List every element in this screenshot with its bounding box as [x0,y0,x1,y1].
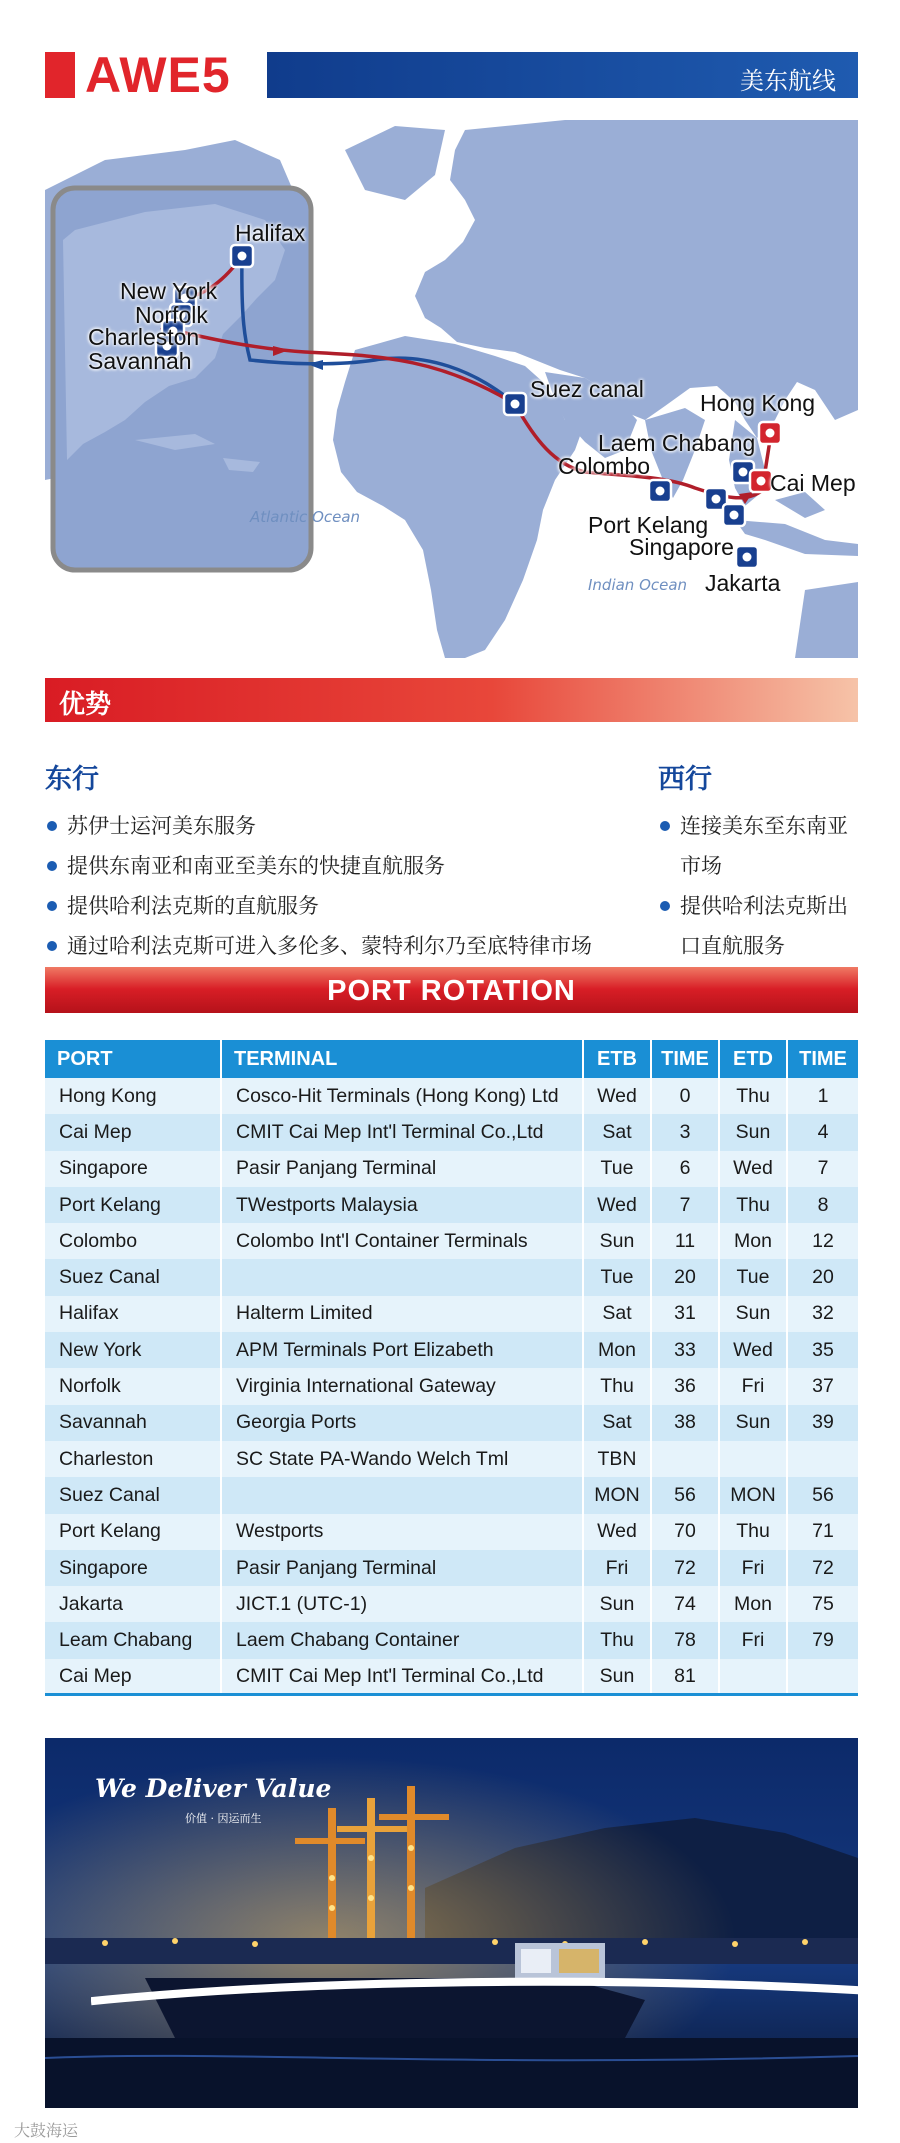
cell-etd: Wed [719,1151,787,1187]
port-rotation-band [45,967,858,1013]
list-item: 苏伊士运河美东服务 [45,806,645,846]
cell-terminal: Virginia International Gateway [221,1368,583,1404]
cell-port: Cai Mep [45,1114,221,1150]
cell-etb: Tue [583,1259,651,1295]
cell-etb-time: 38 [651,1405,719,1441]
cell-etb-time: 72 [651,1550,719,1586]
land-australia [795,582,858,658]
cell-port: Singapore [45,1550,221,1586]
table-row [45,1223,858,1259]
list-item: 连接美东至东南亚市场 [658,806,868,886]
cell-etd-time: 20 [787,1259,858,1295]
cell-etd: Fri [719,1368,787,1404]
service-subtitle: 美东航线 [740,67,836,95]
cell-port: Charleston [45,1441,221,1477]
cell-etb: Wed [583,1187,651,1223]
slogan-swoosh [91,1804,858,2108]
eastbound-list [45,806,645,966]
map-label-cai-mep: Cai Mep [770,470,856,496]
cell-terminal: SC State PA-Wando Welch Tml [221,1441,583,1477]
westbound-column [658,757,868,966]
list-item: 提供东南亚和南亚至美东的快捷直航服务 [45,846,645,886]
cell-etb-time: 74 [651,1586,719,1622]
cell-etb-time: 6 [651,1151,719,1187]
list-item: 提供哈利法克斯出口直航服务 [658,886,868,966]
table-row [45,1151,858,1187]
cell-port: Norfolk [45,1368,221,1404]
table-row [45,1259,858,1295]
map-label-indian: Indian Ocean [588,576,688,594]
cell-etb-time: 36 [651,1368,719,1404]
cell-etd [719,1441,787,1477]
cell-terminal: Halterm Limited [221,1296,583,1332]
port-rotation-table [45,1040,858,1695]
map-label-savannah: Savannah [88,348,192,374]
cell-etd-time: 56 [787,1477,858,1513]
col-header-etd: ETD [719,1040,787,1078]
cell-terminal: Pasir Panjang Terminal [221,1550,583,1586]
table-row [45,1368,858,1404]
map-label-port-kelang: Port Kelang [588,512,709,538]
cell-etb-time: 78 [651,1622,719,1658]
cell-etd-time: 39 [787,1405,858,1441]
cell-etd-time: 79 [787,1622,858,1658]
cell-etd-time: 75 [787,1586,858,1622]
cell-etd-time: 7 [787,1151,858,1187]
cell-etd-time: 12 [787,1223,858,1259]
route-map [45,120,858,658]
cell-etb-time: 7 [651,1187,719,1223]
pin-singapore-icon [723,504,745,526]
cell-etd-time: 72 [787,1550,858,1586]
cell-port: Hong Kong [45,1078,221,1114]
cell-etd: Mon [719,1586,787,1622]
cell-etb: Sat [583,1405,651,1441]
slogan: We Deliver Value [95,1774,332,1803]
cell-etd: Thu [719,1514,787,1550]
cell-etb-time: 3 [651,1114,719,1150]
port-rotation-title: PORT ROTATION [327,975,576,1007]
cell-etb-time [651,1441,719,1477]
cell-terminal: JICT.1 (UTC-1) [221,1586,583,1622]
table-row [45,1296,858,1332]
cell-port: Savannah [45,1405,221,1441]
cell-etb-time: 20 [651,1259,719,1295]
cell-etd-time [787,1659,858,1695]
cell-terminal: TWestports Malaysia [221,1187,583,1223]
land-greenland [345,126,445,200]
cell-terminal [221,1259,583,1295]
map-label-charleston: Charleston [88,324,200,350]
cell-etb: TBN [583,1441,651,1477]
cell-etb-time: 56 [651,1477,719,1513]
table-row [45,1405,858,1441]
col-header-port: PORT [45,1040,221,1078]
table-row [45,1659,858,1695]
cell-port: Halifax [45,1296,221,1332]
cell-etb-time: 0 [651,1078,719,1114]
cell-etd-time [787,1441,858,1477]
cell-etd: Wed [719,1332,787,1368]
map-label-hong-kong: Hong Kong [700,390,816,416]
cell-etb-time: 33 [651,1332,719,1368]
cell-etd-time: 37 [787,1368,858,1404]
cell-terminal: Pasir Panjang Terminal [221,1151,583,1187]
cell-terminal [221,1477,583,1513]
col-header-terminal: TERMINAL [221,1040,583,1078]
cell-etb-time: 81 [651,1659,719,1695]
map-label-laem-chabang: Laem Chabang [598,430,756,456]
map-label-halifax: Halifax [235,220,306,246]
cell-terminal: Colombo Int'l Container Terminals [221,1223,583,1259]
cell-terminal: Georgia Ports [221,1405,583,1441]
cell-port: Suez Canal [45,1259,221,1295]
table-row [45,1514,858,1550]
cell-terminal: Cosco-Hit Terminals (Hong Kong) Ltd [221,1078,583,1114]
cell-terminal: Laem Chabang Container [221,1622,583,1658]
col-header-etb: ETB [583,1040,651,1078]
cell-etb: Mon [583,1332,651,1368]
cell-etd-time: 32 [787,1296,858,1332]
eastbound-column [45,757,645,966]
list-item: 提供哈利法克斯的直航服务 [45,886,645,926]
map-label-colombo: Colombo [558,453,651,479]
map-label-norfolk: Norfolk [135,302,208,328]
cell-etb: Sat [583,1114,651,1150]
cell-etb: Sun [583,1659,651,1695]
cell-terminal: CMIT Cai Mep Int'l Terminal Co.,Ltd [221,1659,583,1695]
table-row [45,1332,858,1368]
table-row [45,1586,858,1622]
cell-etb: Thu [583,1368,651,1404]
page-header [45,47,858,103]
pin-cai-mep-icon [750,470,772,492]
cell-etd: Sun [719,1296,787,1332]
table-row [45,1078,858,1114]
map-label-suez: Suez canal [530,376,644,402]
table-row [45,1477,858,1513]
cell-port: Suez Canal [45,1477,221,1513]
map-label-new-york: New York [120,278,218,304]
cell-port: Jakarta [45,1586,221,1622]
table-bottom-rule [45,1693,858,1696]
cell-etd-time: 8 [787,1187,858,1223]
cell-etb: MON [583,1477,651,1513]
westbound-title: 西行 [658,764,712,795]
cell-etb: Thu [583,1622,651,1658]
cell-port: Leam Chabang [45,1622,221,1658]
cell-etd: Tue [719,1259,787,1295]
cell-etd: Fri [719,1622,787,1658]
header-blue-bar [267,52,858,98]
cell-terminal: APM Terminals Port Elizabeth [221,1332,583,1368]
port-night-photo [45,1738,858,2108]
cell-etd: MON [719,1477,787,1513]
cell-etb-time: 70 [651,1514,719,1550]
col-header-etd-time: TIME [787,1040,858,1078]
pin-jakarta-icon [736,546,758,568]
cell-etd [719,1659,787,1695]
cell-etd: Sun [719,1114,787,1150]
map-label-atlantic: Atlantic Ocean [250,508,361,526]
cell-port: New York [45,1332,221,1368]
pin-halifax-icon [231,245,253,267]
cell-port: Singapore [45,1151,221,1187]
cell-etd: Mon [719,1223,787,1259]
westbound-list [658,806,868,966]
cell-port: Port Kelang [45,1187,221,1223]
col-header-etb-time: TIME [651,1040,719,1078]
list-item: 通过哈利法克斯可进入多伦多、蒙特利尔乃至底特律市场 [45,926,645,966]
cell-etd: Sun [719,1405,787,1441]
cell-etd-time: 4 [787,1114,858,1150]
table-row [45,1550,858,1586]
watermark: 大鼓海运 [14,2121,79,2140]
cell-terminal: CMIT Cai Mep Int'l Terminal Co.,Ltd [221,1114,583,1150]
table-header-row [45,1040,858,1078]
pin-colombo-icon [649,480,671,502]
header-red-block [45,52,75,98]
cell-terminal: Westports [221,1514,583,1550]
cell-etd-time: 71 [787,1514,858,1550]
cell-etd: Thu [719,1187,787,1223]
cell-etb: Wed [583,1514,651,1550]
cell-etb: Tue [583,1151,651,1187]
cell-etb: Fri [583,1550,651,1586]
table-row [45,1187,858,1223]
pin-hong-kong-icon [759,422,781,444]
slogan-sub: 价值 · 因运而生 [185,1812,262,1825]
map-label-jakarta: Jakarta [705,570,781,596]
service-code: AWE5 [85,47,231,103]
cell-etd: Fri [719,1550,787,1586]
table-row [45,1622,858,1658]
table-row [45,1114,858,1150]
map-label-singapore: Singapore [629,534,734,560]
eastbound-title: 东行 [45,764,99,795]
cell-port: Port Kelang [45,1514,221,1550]
cell-etb-time: 31 [651,1296,719,1332]
advantages-band [45,678,858,722]
cell-etb: Wed [583,1078,651,1114]
pin-suez-icon [504,393,526,415]
cell-port: Cai Mep [45,1659,221,1695]
cell-port: Colombo [45,1223,221,1259]
advantages-title: 优势 [59,690,112,720]
cell-etb: Sat [583,1296,651,1332]
table-row [45,1441,858,1477]
cell-etb: Sun [583,1586,651,1622]
cell-etd-time: 1 [787,1078,858,1114]
cell-etb-time: 11 [651,1223,719,1259]
cell-etd-time: 35 [787,1332,858,1368]
table-body [45,1078,858,1695]
cell-etb: Sun [583,1223,651,1259]
cell-etd: Thu [719,1078,787,1114]
